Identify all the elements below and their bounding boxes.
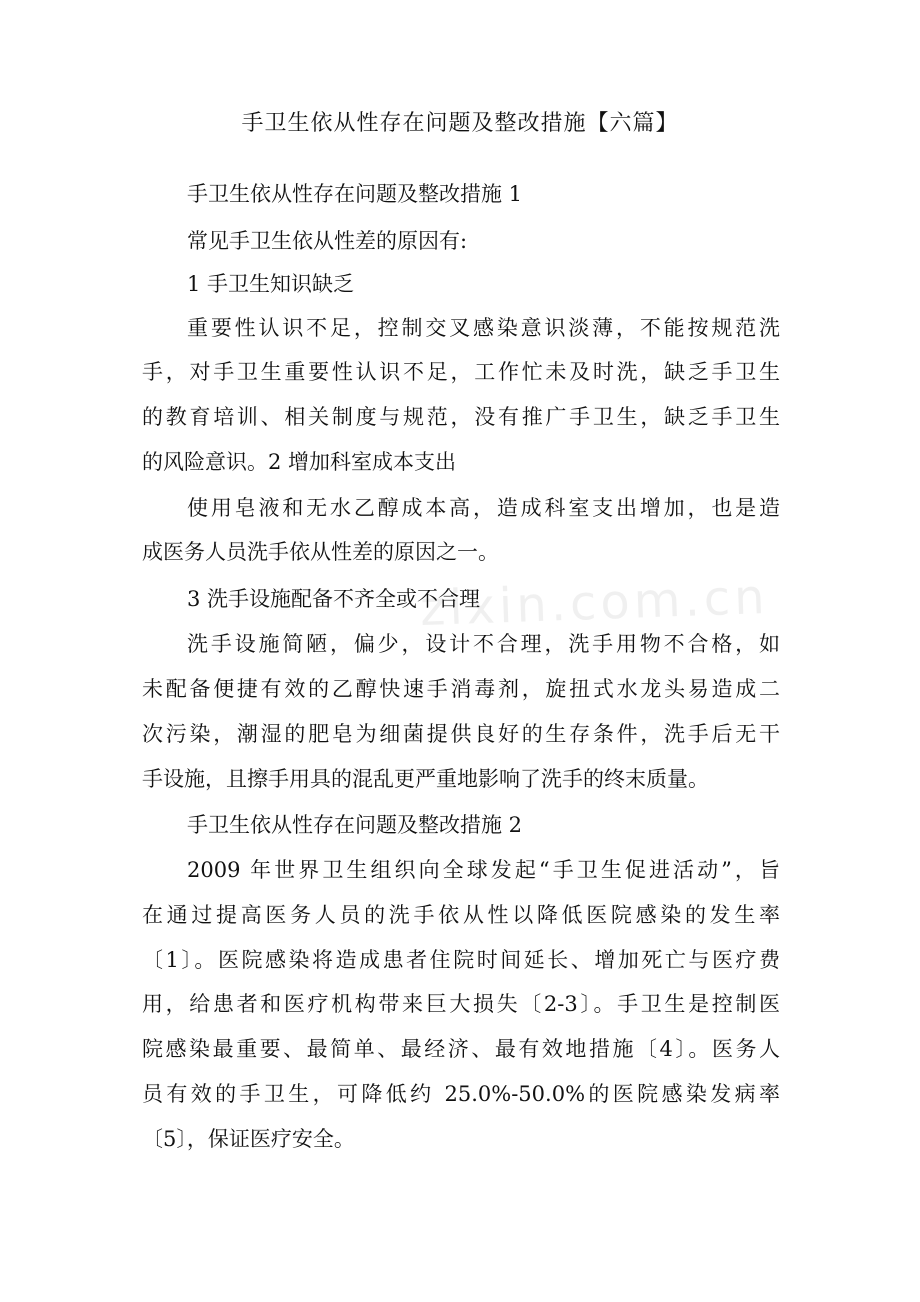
paragraph-line: 未配备便捷有效的乙醇快速手消毒剂，旋扭式水龙头易造成二	[142, 677, 780, 701]
paragraph-line: 院感染最重要、最简单、最经济、最有效地措施〔4〕。医务人	[142, 1037, 780, 1061]
document-title: 手卫生依从性存在问题及整改措施【六篇】	[241, 111, 679, 136]
paragraph-line: 的教育培训、相关制度与规范，没有推广手卫生，缺乏手卫生	[142, 405, 780, 429]
paragraph-line: 成医务人员洗手依从性差的原因之一。	[142, 540, 499, 564]
section-heading-2: 手卫生依从性存在问题及整改措施 2	[187, 813, 523, 837]
paragraph-line: 使用皂液和无水乙醇成本高，造成科室支出增加，也是造	[187, 496, 780, 520]
paragraph-line: 手，对手卫生重要性认识不足，工作忙未及时洗，缺乏手卫生	[142, 360, 780, 384]
paragraph-line: 的风险意识。2 增加科室成本支出	[142, 450, 457, 474]
paragraph-line: 〔5〕，保证医疗安全。	[142, 1127, 355, 1151]
paragraph-line: 用，给患者和医疗机构带来巨大损失〔2-3〕。手卫生是控制医	[142, 992, 780, 1016]
subheading-3: 3 洗手设施配备不齐全或不合理	[187, 587, 481, 611]
subheading-1: 1 手卫生知识缺乏	[187, 272, 355, 296]
paragraph-line: 2009 年世界卫生组织向全球发起“手卫生促进活动”，旨	[187, 858, 780, 882]
paragraph-line: 重要性认识不足，控制交叉感染意识淡薄，不能按规范洗	[187, 316, 780, 340]
section-heading-1: 手卫生依从性存在问题及整改措施 1	[187, 182, 523, 206]
paragraph-line: 洗手设施简陋，偏少，设计不合理，洗手用物不合格，如	[187, 632, 780, 656]
paragraph-line: 〔1〕。医院感染将造成患者住院时间延长、增加死亡与医疗费	[142, 948, 780, 972]
paragraph-line: 手设施，且擦手用具的混乱更严重地影响了洗手的终末质量。	[142, 767, 709, 791]
paragraph-line: 在通过提高医务人员的洗手依从性以降低医院感染的发生率	[142, 903, 780, 927]
watermark: zixin.com.cn	[419, 568, 770, 638]
paragraph-line: 常见手卫生依从性差的原因有:	[187, 229, 468, 253]
paragraph-line: 次污染，潮湿的肥皂为细菌提供良好的生存条件，洗手后无干	[142, 722, 780, 746]
paragraph-line: 员有效的手卫生，可降低约 25.0%-50.0%的医院感染发病率	[142, 1082, 780, 1106]
